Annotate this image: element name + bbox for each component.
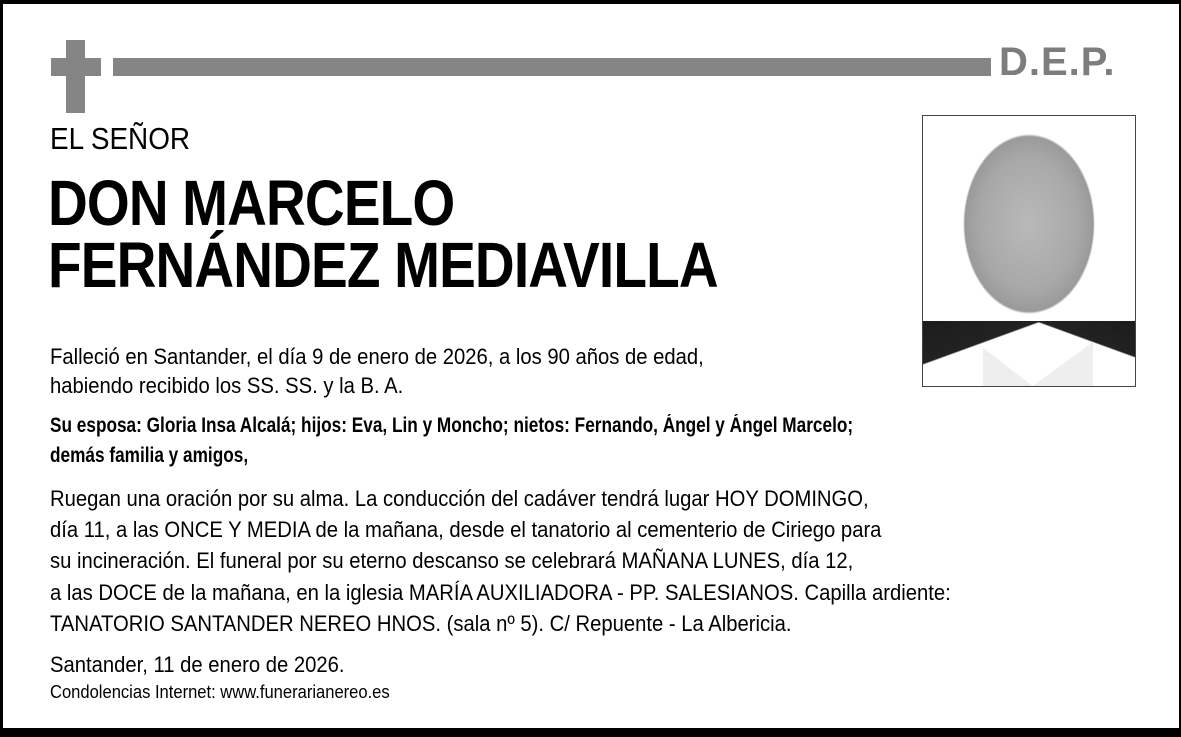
family-line: demás familia y amigos,: [50, 444, 249, 467]
death-line: habiendo recibido los SS. SS. y la B. A.: [50, 373, 404, 398]
photo-suit: [923, 321, 1135, 386]
header-rule: [113, 58, 991, 76]
name-line-2: FERNÁNDEZ MEDIAVILLA: [48, 229, 718, 301]
portrait-photo: [922, 115, 1136, 387]
death-announcement: [50, 342, 704, 400]
title-prefix: EL SEÑOR: [50, 121, 191, 156]
service-line: a las DOCE de la mañana, en la iglesia MARÍA AUXILIADORA - PP. SALESIANOS. Capilla ardiente:: [50, 579, 951, 605]
cross-icon-arm: [51, 58, 101, 76]
family-line: Su esposa: Gloria Insa Alcalá; hijos: Eva, Lin y Moncho; nietos: Fernando, Ángel y Ángel Marcelo;: [50, 414, 854, 437]
name-line-1: DON MARCELO: [48, 167, 455, 239]
service-details: [50, 483, 951, 639]
service-line: TANATORIO SANTANDER NEREO HNOS. (sala nº 5). C/ Repuente - La Albericia.: [50, 610, 792, 636]
service-line: día 11, a las ONCE Y MEDIA de la mañana, desde el tanatorio al cementerio de Ciriego para: [50, 517, 882, 543]
service-line: Ruegan una oración por su alma. La conducción del cadáver tendrá lugar HOY DOMINGO,: [50, 486, 869, 511]
death-line: Falleció en Santander, el día 9 de enero de 2026, a los 90 años de edad,: [50, 344, 704, 369]
place-date: Santander, 11 de enero de 2026.: [50, 652, 345, 677]
family-list: [50, 411, 853, 471]
cross-icon: [66, 40, 85, 113]
condolences-link[interactable]: Condolencias Internet: www.funerarianereo.es: [50, 682, 390, 702]
service-line: su incineración. El funeral por su eterno descanso se celebrará MAÑANA LUNES, día 12,: [50, 548, 854, 574]
deceased-name: [48, 167, 718, 301]
dep-label: D.E.P.: [999, 40, 1116, 84]
